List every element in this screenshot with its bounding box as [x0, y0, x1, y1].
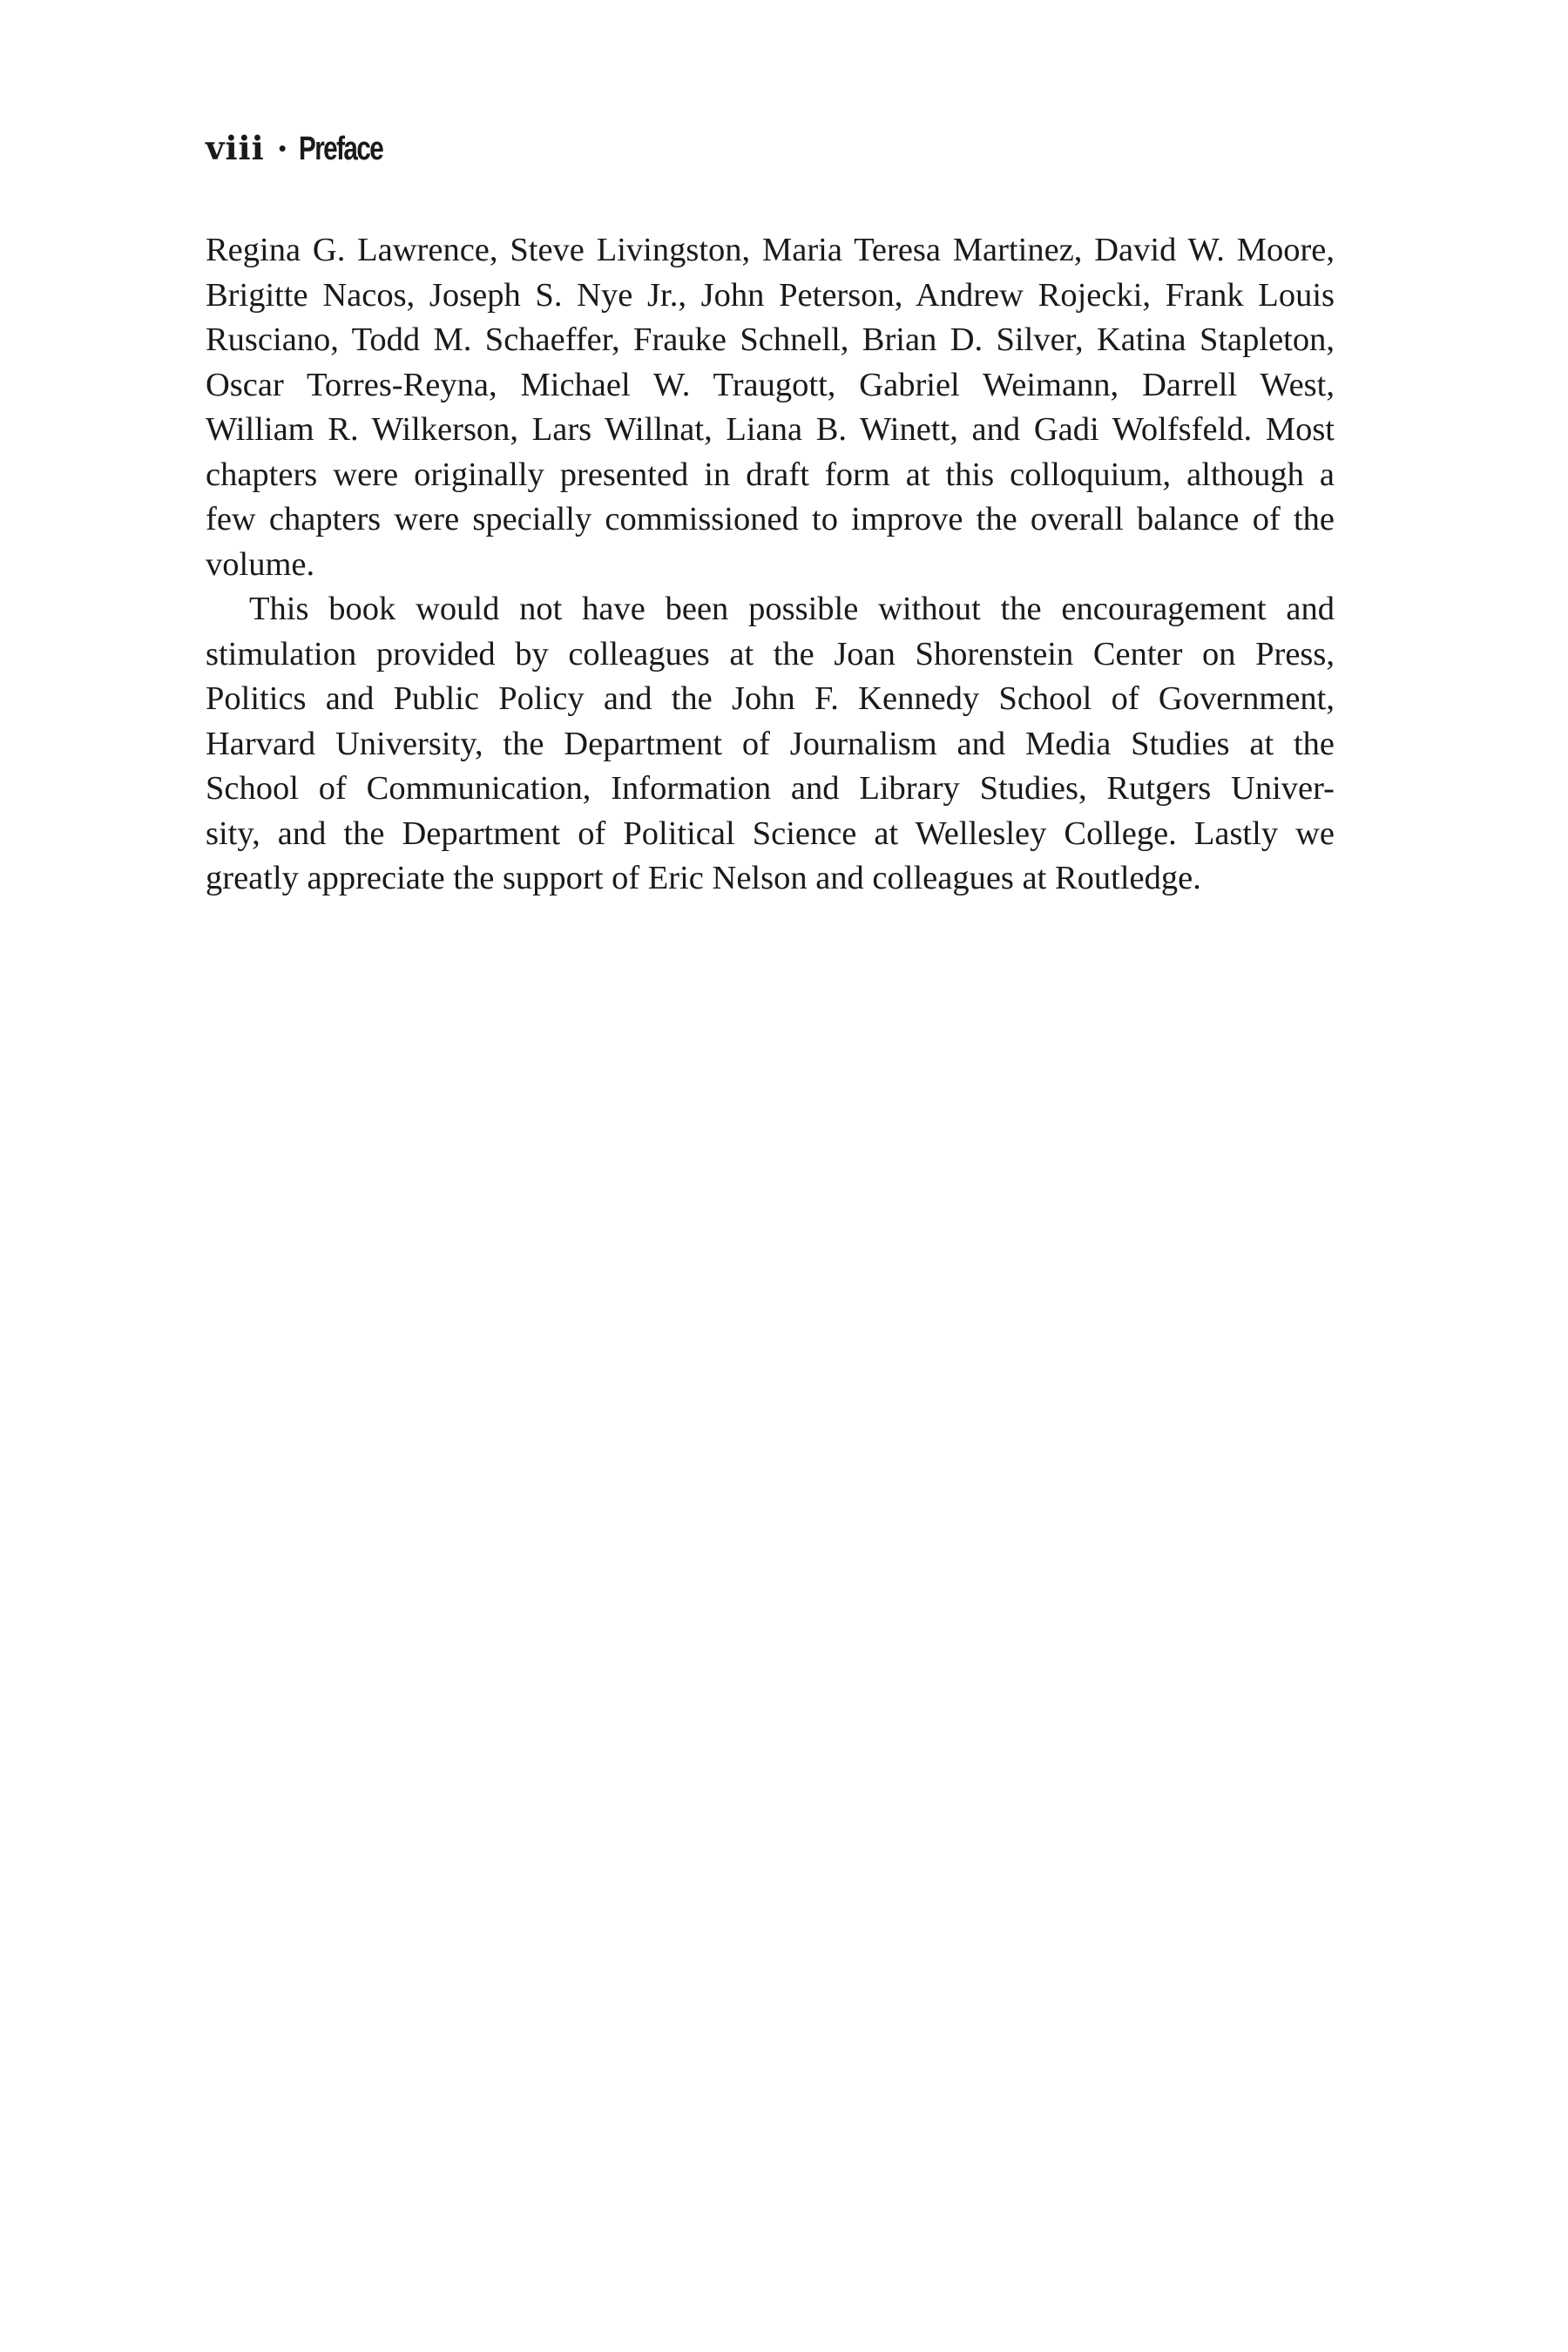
- text-line: This book would not have been possible without the encouragement and: [249, 591, 1335, 627]
- text-line: greatly appreciate the support of Eric Nelson and colleagues at Routledge.: [206, 860, 1201, 896]
- text-line: Brigitte Nacos, Joseph S. Nye Jr., John Peterson, Andrew Rojecki, Frank Louis: [206, 276, 1335, 314]
- text-line: volume.: [206, 545, 315, 583]
- paragraph: [206, 228, 1335, 587]
- running-head: [206, 122, 406, 175]
- text-line: sity, and the Department of Political Science at Wellesley College. Lastly we: [206, 814, 1335, 852]
- section-title: Preface: [298, 131, 382, 167]
- text-line: William R. Wilkerson, Lars Willnat, Liana B. Winett, and Gadi Wolfsfeld. Most: [206, 411, 1335, 448]
- text-line: stimulation provided by colleagues at the Joan Shorenstein Center on Press,: [206, 635, 1335, 672]
- page-number: viii: [206, 129, 265, 167]
- text-line: Harvard University, the Department of Journalism and Media Studies at the: [206, 725, 1335, 762]
- text-line: chapters were originally presented in draft form at this colloquium, although a: [206, 456, 1335, 493]
- paragraph: [206, 587, 1335, 902]
- text-line: few chapters were specially commissioned to improve the overall balance of the: [206, 501, 1335, 537]
- text-line: Rusciano, Todd M. Schaeffer, Frauke Schnell, Brian D. Silver, Katina Stapleton,: [206, 321, 1335, 358]
- bullet-separator: •: [278, 135, 287, 161]
- text-line: Regina G. Lawrence, Steve Livingston, Maria Teresa Martinez, David W. Moore,: [206, 232, 1335, 268]
- text-line: Oscar Torres-Reyna, Michael W. Traugott, Gabriel Weimann, Darrell West,: [206, 366, 1335, 403]
- body-text: [206, 228, 1335, 902]
- text-line: School of Communication, Information and Library Studies, Rutgers Univer-: [206, 770, 1335, 807]
- text-line: Politics and Public Policy and the John F. Kennedy School of Government,: [206, 680, 1335, 717]
